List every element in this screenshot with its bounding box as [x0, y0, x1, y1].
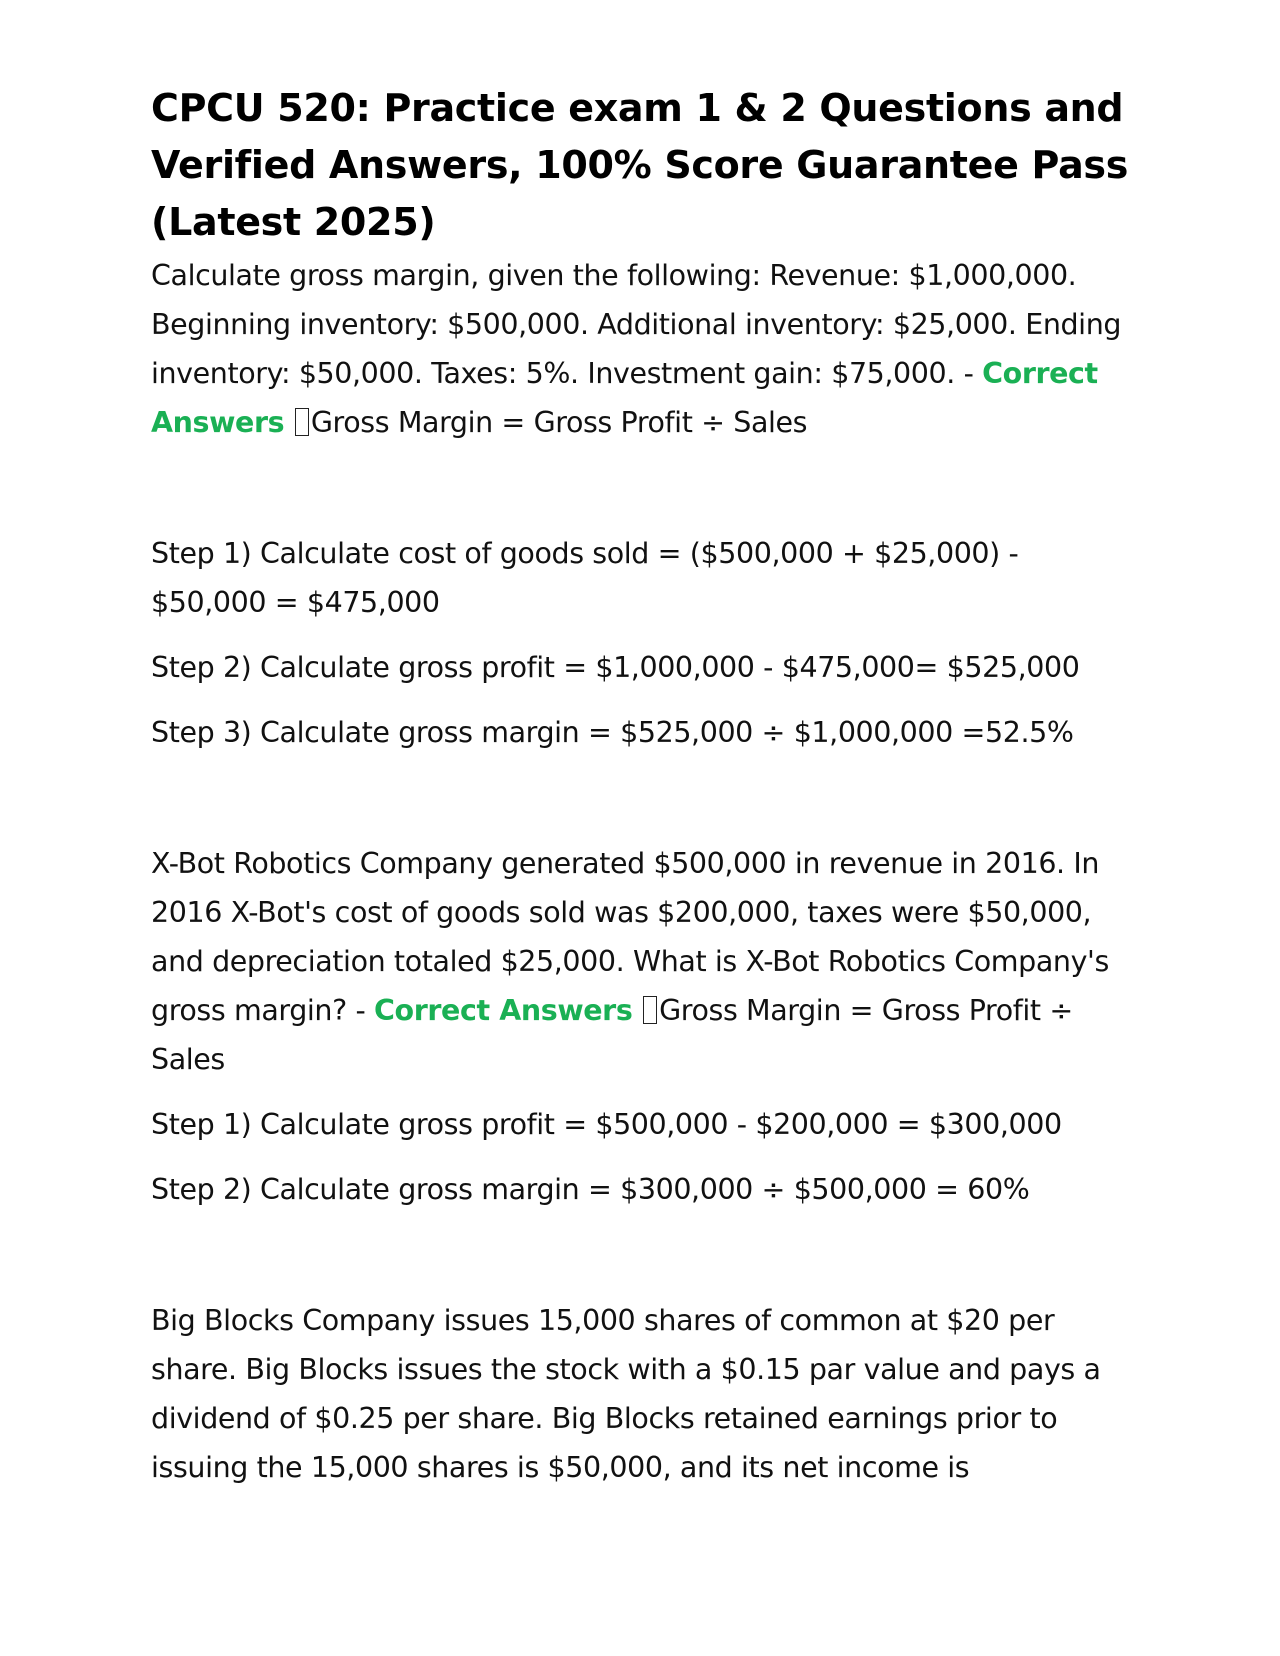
- correct-answers-label: Correct Answers: [151, 357, 1098, 439]
- question-2: [151, 839, 1141, 1084]
- document-page: [151, 80, 1141, 1492]
- spacer: [151, 692, 1141, 708]
- answer-1-text: Gross Margin = Gross Profit ÷ Sales: [310, 406, 808, 439]
- correct-answers-label: Correct Answers: [374, 994, 633, 1027]
- question-1-text: Calculate gross margin, given the following: Revenue: $1,000,000. Beginning inventory: $500,000. Additional inventory: $25,000. Ending inventory: $50,000. Taxes: 5%. Investment gain: $75,000. -: [151, 259, 1122, 390]
- spacer: [151, 627, 1141, 643]
- question-1: [151, 251, 1141, 447]
- question-2-text: X-Bot Robotics Company generated $500,000 in revenue in 2016. In 2016 X-Bot's cost of goods sold was $200,000, taxes were $50,000, and depreciation totaled $25,000. What is X-Bot Robotics Company's gross margin? -: [151, 847, 1109, 1027]
- missing-glyph-icon: [643, 996, 657, 1024]
- q2-step-2: Step 2) Calculate gross margin = $300,000 ÷ $500,000 = 60%: [151, 1173, 1030, 1206]
- q2-step-1: Step 1) Calculate gross profit = $500,000 - $200,000 = $300,000: [151, 1108, 1062, 1141]
- spacer: [151, 1149, 1141, 1165]
- q1-step-3: Step 3) Calculate gross margin = $525,000 ÷ $1,000,000 =52.5%: [151, 716, 1074, 749]
- spacer: [151, 1084, 1141, 1100]
- q1-step-2: Step 2) Calculate gross profit = $1,000,000 - $475,000= $525,000: [151, 651, 1080, 684]
- missing-glyph-icon: [295, 408, 309, 436]
- question-3: Big Blocks Company issues 15,000 shares of common at $20 per share. Big Blocks issues the stock with a $0.15 par value and pays a dividend of $0.25 per share. Big Blocks retained earnings prior to issuing the 15,000 shares is $50,000, and its net income is: [151, 1304, 1101, 1484]
- answer-2-text: Gross Margin = Gross Profit ÷ Sales: [151, 994, 1073, 1076]
- spacer: [151, 447, 1141, 529]
- q1-step-1: Step 1) Calculate cost of goods sold = ($500,000 + $25,000) - $50,000 = $475,000: [151, 537, 1019, 619]
- spacer: [151, 1214, 1141, 1296]
- spacer: [151, 757, 1141, 839]
- document-title: CPCU 520: Practice exam 1 & 2 Questions and Verified Answers, 100% Score Guarantee Pass (Latest 2025): [151, 86, 1129, 244]
